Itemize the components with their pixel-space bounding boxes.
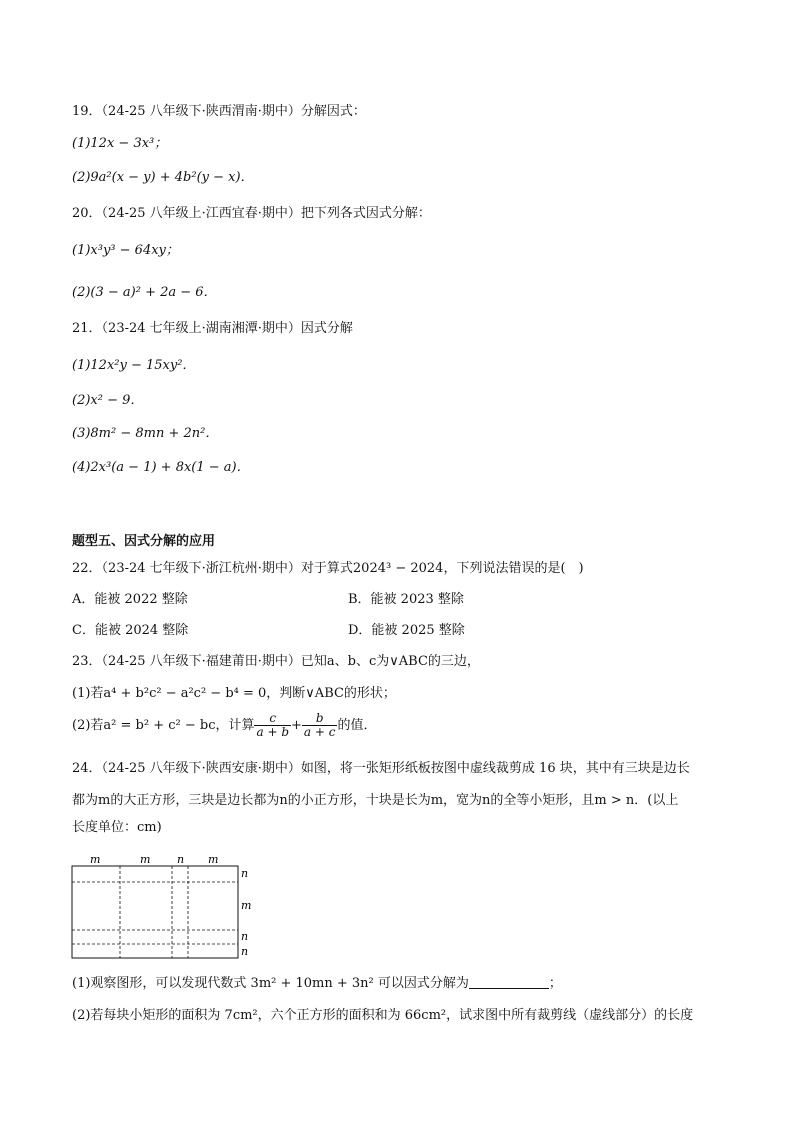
top-label-m2: m — [140, 853, 151, 866]
answer-blank[interactable] — [469, 976, 549, 989]
fraction-denominator: a + b — [256, 725, 290, 739]
side-label-m: m — [241, 899, 252, 912]
q22-stem: 22．（23-24 七年级下·浙江杭州·期中）对于算式2024³ − 2024，下列说法错误的是( ) — [72, 561, 584, 576]
fraction-denominator: a + c — [303, 725, 336, 739]
q24-line3: 长度单位：cm) — [72, 820, 162, 835]
q20-stem: 20．（24-25 八年级上·江西宜春·期中）把下列各式因式分解： — [72, 206, 431, 221]
q20-part2: (2)(3 − a)² + 2a − 6． — [72, 285, 217, 300]
cut-lines — [72, 866, 238, 958]
q21-part3: (3)8m² − 8mn + 2n²． — [72, 426, 219, 441]
q23-part1: (1)若a⁴ + b²c² − a²c² − b⁴ = 0，判断∨ABC的形状； — [72, 686, 396, 701]
q21-stem: 21．（23-24 七年级上·湖南湘潭·期中）因式分解 — [72, 321, 353, 336]
q23-part2-suffix: 的值． — [337, 718, 377, 733]
q24-part1-suffix: ； — [548, 976, 562, 991]
q22-option-a: A．能被 2022 整除 — [72, 592, 188, 607]
fraction-numerator: b — [302, 712, 338, 726]
q19-stem: 19．（24-25 八年级下·陕西渭南·期中）分解因式： — [72, 104, 366, 119]
side-label-n2: n — [241, 930, 249, 943]
q22-option-b: B．能被 2023 整除 — [348, 592, 464, 607]
rectangle-cut-diagram — [68, 850, 278, 960]
q19-part2: (2)9a²(x − y) + 4b²(y − x)． — [72, 170, 254, 185]
fraction-c-over-a-plus-b — [254, 712, 291, 739]
q24-part1 — [72, 975, 562, 993]
q23-part2 — [72, 712, 377, 739]
fraction-b-over-a-plus-c — [302, 712, 338, 739]
q20-part1: (1)x³y³ − 64xy； — [72, 243, 179, 258]
q21-part4: (4)2x³(a − 1) + 8x(1 − a)． — [72, 460, 250, 475]
q23-stem: 23．（24-25 八年级下·福建莆田·期中）已知a、b、c为∨ABC的三边， — [72, 654, 480, 669]
q22-option-c: C．能被 2024 整除 — [72, 623, 189, 638]
top-label-n: n — [177, 853, 185, 866]
plus-sign: + — [291, 718, 302, 733]
q24-line1: 24．（24-25 八年级下·陕西安康·期中）如图，将一张矩形纸板按图中虚线裁剪成 16 块，其中有三块是边长 — [72, 761, 690, 776]
q24-line2: 都为m的大正方形，三块是边长都为n的小正方形，十块是长为m，宽为n的全等小矩形，且m > n．(以上 — [72, 793, 679, 808]
q19-part1: (1)12x − 3x³； — [72, 136, 168, 151]
side-label-n3: n — [241, 945, 249, 958]
q24-part1-text: (1)观察图形，可以发现代数式 3m² + 10mn + 3n² 可以因式分解为 — [72, 976, 469, 991]
q21-part1: (1)12x²y − 15xy²． — [72, 358, 196, 373]
q24-part2: (2)若每块小矩形的面积为 7cm²，六个正方形的面积和为 66cm²，试求图中所有裁剪线（虚线部分）的长度 — [72, 1008, 694, 1023]
top-label-m1: m — [90, 853, 101, 866]
section-title: 题型五、因式分解的应用 — [72, 534, 216, 549]
side-label-n1: n — [241, 867, 249, 880]
top-label-m3: m — [208, 853, 219, 866]
q22-option-d: D．能被 2025 整除 — [348, 623, 465, 638]
q21-part2: (2)x² − 9． — [72, 393, 144, 408]
q23-part2-prefix: (2)若a² = b² + c² − bc，计算 — [72, 718, 255, 733]
fraction-numerator: c — [254, 712, 291, 726]
